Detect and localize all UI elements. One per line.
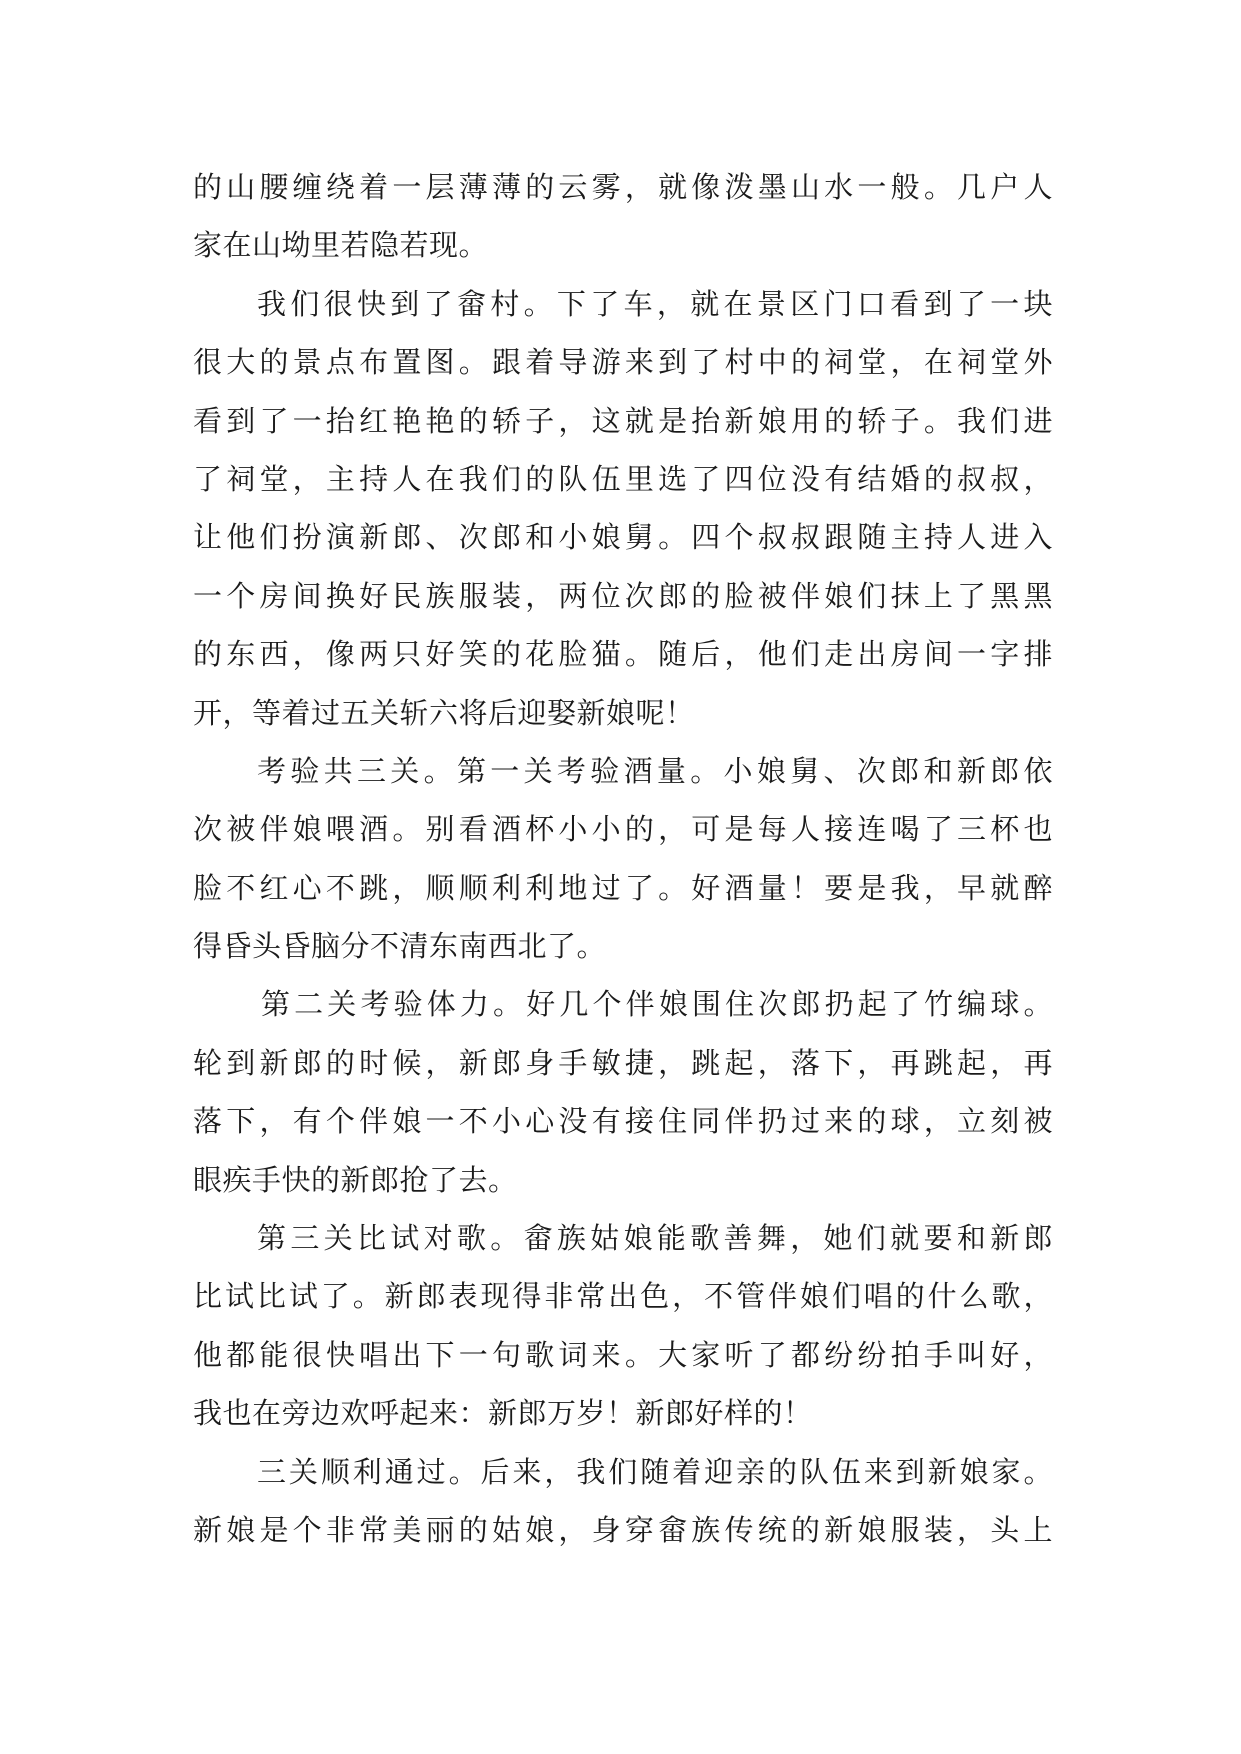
text-line: 次被伴娘喂酒。别看酒杯小小的，可是每人接连喝了三杯也 — [193, 812, 1053, 847]
text-line: 的东西，像两只好笑的花脸猫。随后，他们走出房间一字排 — [193, 637, 1053, 672]
text-line: 开，等着过五关斩六将后迎娶新娘呢！ — [193, 695, 695, 730]
text-line: 了祠堂，主持人在我们的队伍里选了四位没有结婚的叔叔， — [193, 461, 1053, 496]
text-line: 我也在旁边欢呼起来：新郎万岁！新郎好样的！ — [193, 1396, 813, 1431]
text-line: 一个房间换好民族服装，两位次郎的脸被伴娘们抹上了黑黑 — [193, 578, 1053, 613]
text-line: 第三关比试对歌。畲族姑娘能歌善舞，她们就要和新郎 — [257, 1221, 1053, 1256]
text-line: 脸不红心不跳，顺顺利利地过了。好酒量！要是我，早就醉 — [193, 870, 1053, 905]
text-line: 第二关考验体力。好几个伴娘围住次郎扔起了竹编球。 — [261, 987, 1053, 1022]
text-line: 他都能很快唱出下一句歌词来。大家听了都纷纷拍手叫好， — [193, 1337, 1053, 1372]
text-line: 眼疾手快的新郎抢了去。 — [193, 1162, 518, 1197]
text-line: 让他们扮演新郎、次郎和小娘舅。四个叔叔跟随主持人进入 — [193, 520, 1053, 555]
text-line: 新娘是个非常美丽的姑娘，身穿畲族传统的新娘服装，头上 — [193, 1512, 1053, 1547]
text-line: 得昏头昏脑分不清东南西北了。 — [193, 929, 607, 964]
text-line: 轮到新郎的时候，新郎身手敏捷，跳起，落下，再跳起，再 — [193, 1045, 1053, 1080]
text-line: 很大的景点布置图。跟着导游来到了村中的祠堂，在祠堂外 — [193, 345, 1053, 380]
text-line: 的山腰缠绕着一层薄薄的云雾，就像泼墨山水一般。几户人 — [193, 170, 1053, 204]
text-line: 比试比试了。新郎表现得非常出色，不管伴娘们唱的什么歌， — [193, 1279, 1053, 1314]
text-line: 落下，有个伴娘一不小心没有接住同伴扔过来的球，立刻被 — [193, 1104, 1053, 1139]
text-line: 考验共三关。第一关考验酒量。小娘舅、次郎和新郎依 — [257, 753, 1053, 788]
text-line: 我们很快到了畲村。下了车，就在景区门口看到了一块 — [257, 286, 1053, 321]
text-line: 家在山坳里若隐若现。 — [193, 228, 489, 263]
text-line: 三关顺利通过。后来，我们随着迎亲的队伍来到新娘家。 — [257, 1454, 1053, 1489]
text-line: 看到了一抬红艳艳的轿子，这就是抬新娘用的轿子。我们进 — [193, 403, 1053, 438]
body-text — [193, 158, 1053, 1559]
